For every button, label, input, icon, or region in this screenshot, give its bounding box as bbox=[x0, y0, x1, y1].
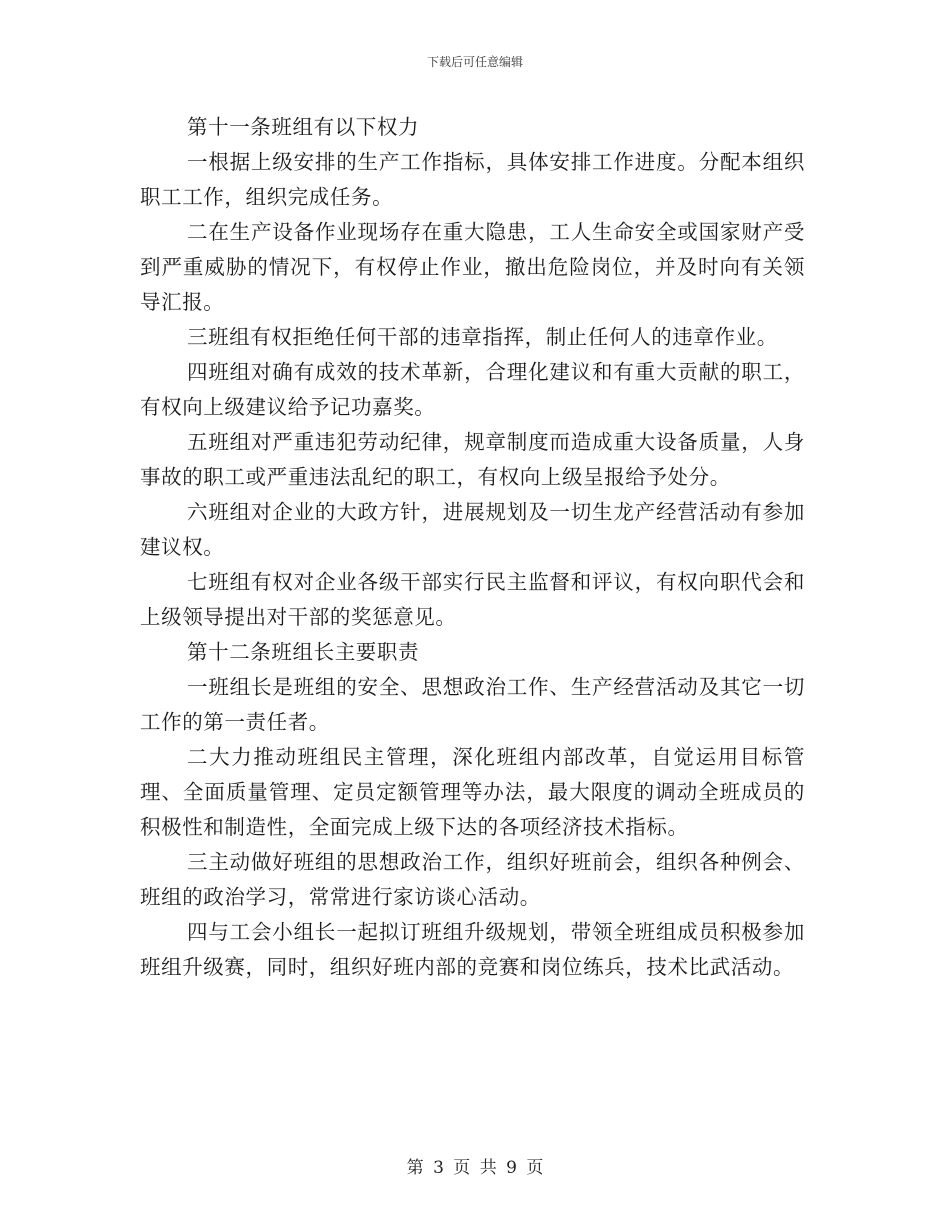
article-12-item-2: 二大力推动班组民主管理，深化班组内部改革，自觉运用目标管理、全面质量管理、定员定额管理等办法，最大限度的调动全班成员的积极性和制造性，全面完成上级下达的各项经济技术指标。 bbox=[140, 745, 805, 839]
article-11-item-2: 二在生产设备作业现场存在重大隐患，工人生命安全或国家财产受到严重威胁的情况下，有权停止作业，撤出危险岗位，并及时向有关领导汇报。 bbox=[140, 220, 805, 314]
article-11-item-6: 六班组对企业的大政方针，进展规划及一切生龙产经营活动有参加建议权。 bbox=[140, 500, 805, 559]
article-12-heading: 第十二条班组长主要职责 bbox=[187, 640, 420, 664]
article-11-item-5: 五班组对严重违犯劳动纪律，规章制度而造成重大设备质量，人身事故的职工或严重违法乱纪的职工，有权向上级呈报给予处分。 bbox=[140, 430, 805, 489]
page-header: 下载后可任意编辑 bbox=[426, 55, 523, 69]
article-11-item-3: 三班组有权拒绝任何干部的违章指挥，制止任何人的违章作业。 bbox=[187, 325, 778, 349]
document-body bbox=[140, 110, 805, 985]
article-12-item-4: 四与工会小组长一起拟订班组升级规划，带领全班组成员积极参加班组升级赛，同时，组织好班内部的竞赛和岗位练兵，技术比武活动。 bbox=[140, 920, 805, 979]
article-11-item-7: 七班组有权对企业各级干部实行民主监督和评议，有权向职代会和上级领导提出对干部的奖惩意见。 bbox=[140, 570, 805, 629]
article-11-item-1: 一根据上级安排的生产工作指标，具体安排工作进度。分配本组织职工工作，组织完成任务。 bbox=[140, 150, 805, 209]
page-number: 第 3 页 共 9 页 bbox=[406, 1158, 544, 1178]
article-11-item-4: 四班组对确有成效的技术革新，合理化建议和有重大贡献的职工，有权向上级建议给予记功嘉奖。 bbox=[140, 360, 805, 419]
article-12-item-3: 三主动做好班组的思想政治工作，组织好班前会，组织各种例会、班组的政治学习，常常进行家访谈心活动。 bbox=[140, 850, 805, 909]
article-11-heading: 第十一条班组有以下权力 bbox=[187, 115, 420, 139]
article-12-item-1: 一班组长是班组的安全、思想政治工作、生产经营活动及其它一切工作的第一责任者。 bbox=[140, 675, 805, 734]
